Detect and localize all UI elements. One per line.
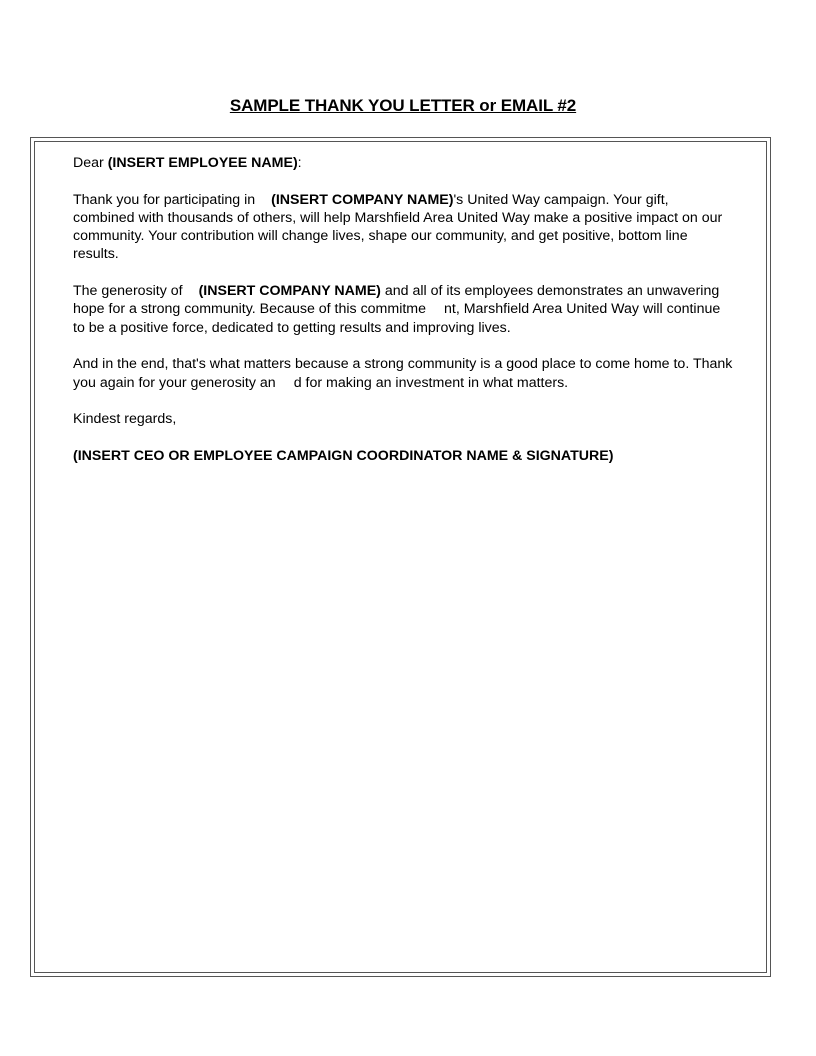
salutation-prefix: Dear [73, 155, 108, 171]
paragraph-3-text: And in the end, that's what matters because a strong community is a good place to come home to. Thank you again for your generosity an [73, 356, 733, 391]
closing: Kindest regards, [73, 411, 177, 428]
company-name-placeholder: (INSERT COMPANY NAME) [271, 191, 454, 208]
signature-placeholder [73, 447, 733, 465]
paragraph-2-text-cont: and all of its employees demonstrates an unwavering hope for a strong community. Because of this commitme [73, 283, 720, 318]
paragraph-1-text: Thank you for participating in [73, 191, 260, 208]
company-name-placeholder: (INSERT COMPANY NAME) [198, 283, 381, 300]
paragraph-2-text-end: nt, Marshfield Area United Way will continue to be a positive force, dedicated to getting results and improving lives. [73, 301, 721, 336]
paragraph-3 [73, 355, 733, 392]
salutation [73, 154, 733, 172]
paragraph-2 [73, 282, 733, 337]
salutation-suffix: : [297, 155, 302, 171]
signature-text: (INSERT CEO OR EMPLOYEE CAMPAIGN COORDINATOR NAME & SIGNATURE) [73, 447, 614, 464]
paragraph-1 [73, 191, 733, 264]
paragraph-2-text: The generosity of [73, 283, 187, 300]
paragraph-3-text-cont: d for making an investment in what matters. [293, 374, 569, 391]
employee-name-placeholder: (INSERT EMPLOYEE NAME) [107, 155, 298, 171]
document-title: SAMPLE THANK YOU LETTER or EMAIL #2 [229, 96, 577, 115]
paragraph-1-text-cont: 's United Way campaign. Your gift, combined with thousands of others, will help Marshfield Area United Way make a positive impact on our community. Your contribution will change lives, shape our community, and get positive, bottom line results. [73, 191, 723, 263]
letter-body [73, 154, 733, 483]
